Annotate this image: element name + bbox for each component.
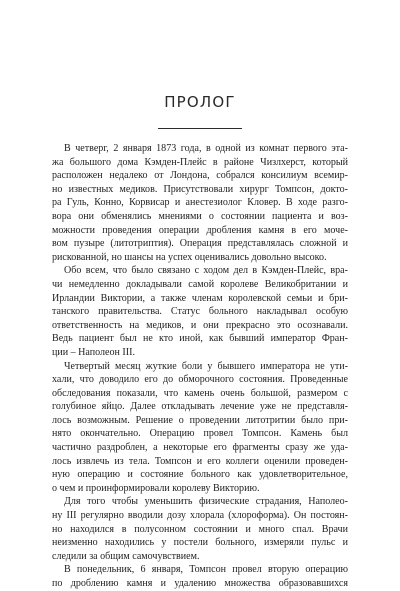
text-line: вора они обменялись мнениями о состоянии пациента и воз- [52, 210, 348, 222]
text-line: но известных медиков. Присутствовали хирург Томпсон, докто- [52, 183, 348, 195]
text-line: В понедельник, 6 января, Томпсон провел вторую операцию [64, 564, 348, 576]
text-line: ную операцию и состояние больного как удовлетворительное, [52, 469, 348, 481]
paragraph [52, 142, 348, 264]
body-text [52, 142, 348, 591]
text-line: ответственность на медиков, и они прекрасно это осознавали. [52, 319, 348, 331]
text-line: танского правительства. Статус больного накладывал особую [52, 306, 348, 318]
text-line: голубиное яйцо. Далее откладывать лечение уже не представля- [52, 401, 348, 413]
text-line: ну III регулярно вводили дозу хлорала (хлороформа). Он постоян- [52, 510, 348, 522]
text-line: расположен недалеко от Лондона, собрался консилиум всемир- [52, 170, 348, 182]
text-line: лось возможным. Решение о проведении литотритии было при- [52, 414, 348, 426]
text-line: вом пузыре (литотриптия). Операция представлялась сложной и [52, 238, 348, 250]
text-line: Ирландии Виктории, а также членам королевской семьи и бри- [52, 292, 348, 304]
text-line: Для того чтобы уменьшить физические страдания, Наполео- [64, 496, 348, 508]
text-line: частично раздроблен, а некоторые его фрагменты сразу же уда- [52, 442, 348, 454]
text-line: по дроблению камня и удалению множества образовавшихся [52, 578, 348, 589]
paragraph [52, 264, 348, 359]
text-line: жа большого дома Кэмден-Плейс в районе Чизлхерст, который [52, 156, 348, 168]
text-line: обследования показали, что камень очень большой, размером с [52, 387, 348, 399]
paragraph [52, 495, 348, 563]
text-line: лось извлечь из тела. Томпсон и его коллеги оценили проведен- [52, 455, 348, 467]
chapter-title: ПРОЛОГ [164, 93, 236, 111]
text-line: но находился в полусонном состоянии и много спал. Врачи [52, 523, 348, 535]
paragraph [52, 360, 348, 496]
text-line: рискованной, но шансы на успех оценивались довольно высоко. [52, 251, 327, 263]
text-line: хали, что доводило его до обморочного состояния. Проведенные [52, 374, 348, 386]
text-line: Ведь пациент был не кто иной, как бывший император Фран- [52, 333, 348, 345]
text-line: ра Гуль, Конно, Корвисар и анестезиолог Кловер. В ходе разго- [52, 197, 348, 209]
text-line: можности проведения операции дробления камня в его моче- [52, 224, 348, 236]
text-line: Обо всем, что было связано с ходом дел в Кэмден-Плейс, вра- [64, 265, 348, 277]
text-line: следили за общим самочувствием. [52, 550, 200, 562]
text-line: о чем и проинформировали королеву Викторию. [52, 482, 260, 494]
paragraph [52, 563, 348, 590]
text-line: нято окончательно. Операцию провел Томпсон. Камень был [52, 428, 348, 440]
text-line: В четверг, 2 января 1873 года, в одной из комнат первого эта- [64, 143, 348, 154]
text-line: ции – Наполеон III. [52, 346, 135, 358]
title-underline [158, 128, 242, 129]
text-line: чи немедленно докладывали самой королеве Великобритании и [52, 278, 348, 290]
text-line: Четвертый месяц жуткие боли у бывшего императора не ути- [64, 360, 348, 372]
text-line: неизменно находились у постели больного, измеряли пульс и [52, 537, 348, 549]
